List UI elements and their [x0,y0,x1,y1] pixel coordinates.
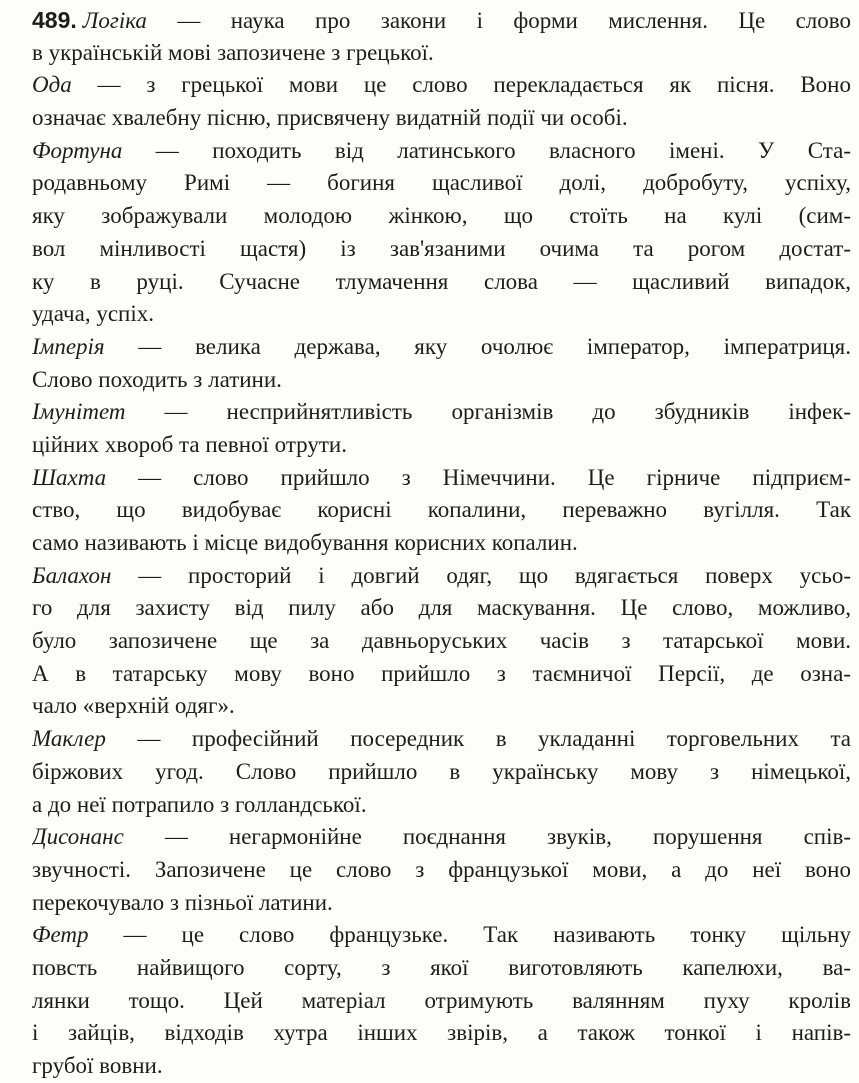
text-line [32,429,851,462]
entry-definition-text: звучності. Запозичене це слово з французької мови, а до неї воно [32,856,851,882]
entry-definition-text: — негармонійне поєднання звуків, порушення спів- [123,824,851,850]
entry-definition-text: перекочувало з пізньої латини. [32,889,333,915]
entry-term: Дисонанс [32,824,124,850]
text-line [32,364,851,397]
entry-definition-text: родавньому Римі — богиня щасливої долі, добробуту, успіху, [32,170,851,196]
exercise-number: 489. [32,7,77,33]
entry-term: Імунітет [32,399,126,425]
entry-term: Імперія [32,333,105,359]
text-line [32,266,851,299]
text-line [32,658,851,691]
text-line [32,527,851,560]
entry-definition-text: — несприйнятливість організмів до збудників інфек- [125,399,851,425]
entry-definition-text: го для захисту від пилу або для маскування. Це слово, можливо, [32,595,851,621]
entry-definition-text: — велика держава, яку очолює імператор, імператриця. [104,333,851,359]
entry-definition-text: яку зображували молодою жінкою, що стоїть на кулі (сим- [32,203,851,229]
entry-definition-text: ство, що видобуває корисні копалини, переважно вугілля. Так [32,497,851,523]
text-line [32,756,851,789]
text-line [32,396,851,429]
text-line [32,854,851,887]
entry-definition-text: — професійний посередник в укладанні торговельних та [105,726,851,752]
entry-definition-text: ційних хвороб та певної отрути. [32,431,347,457]
text-line [32,102,851,135]
entry-definition-text: біржових угод. Слово прийшло в українську мову з німецької, [32,758,851,784]
entry-definition-text: а до неї потрапило з голландської. [32,791,367,817]
text-line [32,494,851,527]
entry-term: Фетр [32,922,89,948]
text-line [32,919,851,952]
entry-definition-text: повсть найвищого сорту, з якої виготовляють капелюхи, ва- [32,954,851,980]
text-line [32,821,851,854]
text-line [32,952,851,985]
entry-term: Логіка [82,8,147,33]
text-line [32,462,851,495]
text-line [32,723,851,756]
entry-definition-text: Слово походить з латини. [32,366,282,392]
text-line [32,4,851,37]
entry-term: Балахон [32,562,112,588]
text-line [32,37,851,70]
entry-term: Ода [32,72,72,98]
entry-definition-text: ку в руці. Сучасне тлумачення слова — щасливий випадок, [32,268,851,294]
text-line [32,167,851,200]
entry-definition-text: — з грецької мови це слово перекладається як пісня. Воно [71,72,851,98]
text-line [32,1017,851,1050]
text-line [32,592,851,625]
entry-term: Шахта [32,464,107,490]
entry-definition-text: — наука про закони і форми мислення. Це слово [146,8,851,33]
text-line [32,560,851,593]
entry-definition-text: — це слово французьке. Так називають тонку щільну [88,922,851,948]
entry-definition-text: вол мінливості щастя) із зав'язаними очима та рогом достат- [32,235,851,261]
text-line [32,985,851,1018]
entry-definition-text: удача, успіх. [32,301,154,327]
entry-definition-text: означає хвалебну пісню, присвячену видатній події чи особі. [32,105,628,131]
entry-term: Маклер [32,726,106,752]
text-line [32,298,851,331]
text-line [32,200,851,233]
entry-definition-text: і зайців, відходів хутра інших звірів, а також тонкої і напів- [32,1020,851,1046]
text-line [32,625,851,658]
entry-definition-text: — слово прийшло з Німеччини. Це гірниче підприєм- [106,464,851,490]
text-line [32,887,851,920]
entry-definition-text: А в татарську мову воно прийшло з таємничої Персії, де озна- [32,660,851,686]
entry-definition-text: в українській мові запозичене з грецької. [32,39,434,65]
text-line [32,233,851,266]
entry-definition-text: — просторий і довгий одяг, що вдягається поверх усьо- [111,562,851,588]
entry-definition-text: грубої вовни. [32,1053,163,1078]
text-line [32,331,851,364]
text-line [32,789,851,822]
entry-definition-text: лянки тощо. Цей матеріал отримують валянням пуху кролів [32,987,851,1013]
entry-definition-text: було запозичене ще за давньоруських часів з татарської мови. [32,628,851,654]
text-line [32,69,851,102]
text-line [32,1050,851,1083]
entry-definition-text: чало «верхній одяг». [32,693,235,719]
text-line [32,690,851,723]
entry-definition-text: — походить від латинського власного імені. У Ста- [122,137,851,163]
entry-definition-text: само називають і місце видобування корисних копалин. [32,530,578,555]
exercise-text [32,4,851,1083]
entry-term: Фортуна [32,137,123,163]
text-line [32,135,851,168]
